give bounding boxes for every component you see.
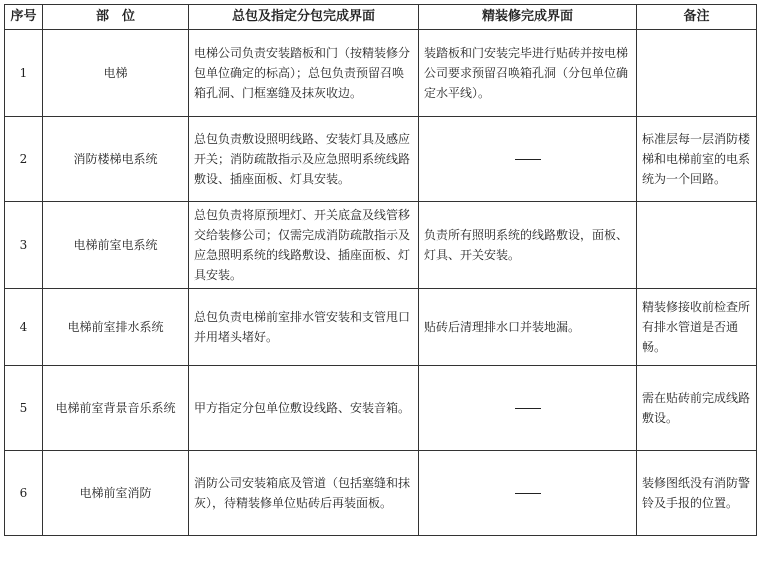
cell-no: 4	[5, 289, 43, 366]
cell-general: 总包负责将原预埋灯、开关底盒及线管移交给装修公司；仅需完成消防疏散指示及应急照明系统的线路敷设、插座面板、灯具安装。	[189, 202, 419, 289]
cell-remark: 需在贴砖前完成线路敷设。	[637, 366, 757, 451]
table-row	[5, 202, 757, 289]
cell-fitout-empty	[419, 117, 637, 202]
header-general: 总包及指定分包完成界面	[189, 5, 419, 30]
cell-fitout-empty	[419, 366, 637, 451]
cell-no: 3	[5, 202, 43, 289]
cell-no: 5	[5, 366, 43, 451]
cell-general: 消防公司安装箱底及管道（包括塞缝和抹灰），待精装修单位贴砖后再装面板。	[189, 451, 419, 536]
cell-fitout: 贴砖后清理排水口并装地漏。	[419, 289, 637, 366]
cell-part: 电梯前室排水系统	[43, 289, 189, 366]
cell-remark: 装修图纸没有消防警铃及手报的位置。	[637, 451, 757, 536]
cell-remark	[637, 30, 757, 117]
header-no: 序号	[5, 5, 43, 30]
dash-mark	[515, 493, 541, 494]
table-row	[5, 30, 757, 117]
header-part: 部 位	[43, 5, 189, 30]
cell-fitout: 装踏板和门安装完毕进行贴砖并按电梯公司要求预留召唤箱孔洞（分包单位确定水平线）。	[419, 30, 637, 117]
cell-fitout-empty	[419, 451, 637, 536]
cell-part: 电梯前室背景音乐系统	[43, 366, 189, 451]
cell-general: 总包负责电梯前室排水管安装和支管甩口并用堵头堵好。	[189, 289, 419, 366]
cell-no: 2	[5, 117, 43, 202]
cell-part: 电梯前室电系统	[43, 202, 189, 289]
cell-general: 电梯公司负责安装踏板和门（按精装修分包单位确定的标高）；总包负责预留召唤箱孔洞、门框塞缝及抹灰收边。	[189, 30, 419, 117]
cell-no: 6	[5, 451, 43, 536]
dash-mark	[515, 159, 541, 160]
cell-remark	[637, 202, 757, 289]
cell-remark: 精装修接收前检查所有排水管道是否通畅。	[637, 289, 757, 366]
cell-remark: 标准层每一层消防楼梯和电梯前室的电系统为一个回路。	[637, 117, 757, 202]
cell-part: 电梯	[43, 30, 189, 117]
cell-general: 甲方指定分包单位敷设线路、安装音箱。	[189, 366, 419, 451]
table-row	[5, 451, 757, 536]
cell-part: 电梯前室消防	[43, 451, 189, 536]
table-row	[5, 117, 757, 202]
dash-mark	[515, 408, 541, 409]
header-fitout: 精装修完成界面	[419, 5, 637, 30]
interface-table	[4, 4, 757, 536]
cell-general: 总包负责敷设照明线路、安装灯具及感应开关；消防疏散指示及应急照明系统线路敷设、插座面板、灯具安装。	[189, 117, 419, 202]
cell-fitout: 负责所有照明系统的线路敷设，面板、灯具、开关安装。	[419, 202, 637, 289]
header-row	[5, 5, 757, 30]
table-row	[5, 289, 757, 366]
table-row	[5, 366, 757, 451]
header-remark: 备注	[637, 5, 757, 30]
cell-no: 1	[5, 30, 43, 117]
cell-part: 消防楼梯电系统	[43, 117, 189, 202]
